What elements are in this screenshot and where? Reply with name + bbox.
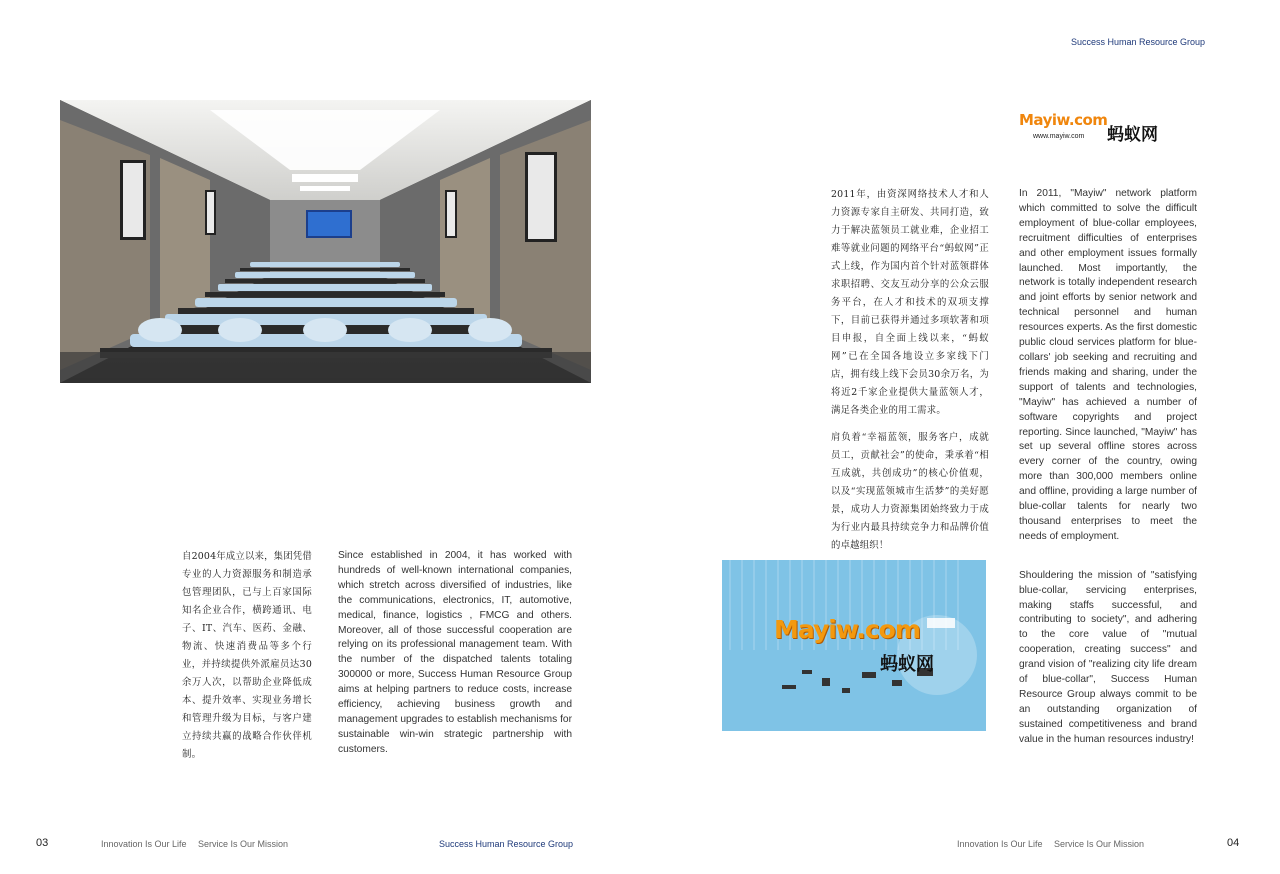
left-en-paragraph: Since established in 2004, it has worked with hundreds of well-known international companies, which stretch across diversified of industries, like the communications, electronics, IT, automotive, medical, finance, logistics , FMCG and others. Moreover, all of those successful cooperation are relying on its professional management team. With the number of the dispatched talents totaling 300000 or more, Success Human Resource Group aims at helping partners to reduce costs, increase efficiency, achieving business growth and management upgrades to establish mechanisms for sustainable win-win strategic partnership with customers. [338,550,572,755]
mayiw-poster [722,560,986,731]
footer-brand: Success Human Resource Group [439,839,574,849]
right-zh-paragraph-1: 2011年，由资深网络技术人才和人力资源专家自主研发、共同打造，致力于解决蓝领员工就业难，企业招工难等就业问题的网络平台“蚂蚁网”正式上线，作为国内首个针对蓝领群体求职招聘、交友互动分享的公众云服务平台，在人才和技术的双项支撑下，目前已获得并通过多项软著和项目申报，自全面上线以来，“蚂蚁网”已在全国各地设立多家线下门店，拥有线上线下会员30余万名，为将近2千家企业提供大量蓝领人才，满足各类企业的用工需求。 [831,189,989,416]
conference-room-photo [60,100,591,383]
right-zh-column [831,186,989,555]
page-number-left: 03 [36,837,49,849]
right-en-column [1019,187,1197,748]
page-number-right: 04 [1227,837,1240,849]
right-en-paragraph-2: Shouldering the mission of "satisfying blue-collar, servicing enterprises, making staffs successful, and contributing to society", and adhering to the core value of "mutual cooperation, creating success" and grand vision of "realizing city life dream of blue-collar", Success Human Resource Group always commit to be an outstanding organization of sustained competitiveness and brand value in the human resources industry! [1019,569,1197,745]
footer-slogan-left: Innovation Is Our Life [101,839,187,849]
right-zh-paragraph-2: 肩负着“幸福蓝领，服务客户，成就员工，贡献社会”的使命，秉承着“相互成就，共创成功”的核心价值观，以及“实现蓝领城市生活梦”的美好愿景，成功人力资源集团始终致力于成为行业内最具持续竞争力和品牌价值的卓越组织！ [831,432,989,551]
left-zh-paragraph: 自2004年成立以来，集团凭借专业的人力资源服务和制造承包管理团队，已与上百家国际知名企业合作，横跨通讯、电子、IT、汽车、医药、金融、物流、快速消费品等多个行业，并持续提供外派雇员达30余万人次，以帮助企业降低成本、提升效率、实现业务增长和管理升级为目标，与客户建立持续共赢的战略合作伙伴机制。 [182,551,312,760]
left-zh-column [182,548,312,764]
footer-slogan-right: Innovation Is Our Life [957,839,1043,849]
poster-chinese-name: 蚂蚁网 [880,654,934,674]
header-brand: Success Human Resource Group [1071,37,1206,47]
logo-chinese-name: 蚂蚁网 [1107,125,1158,144]
left-en-column [338,549,572,758]
mayiw-logo [1019,108,1159,144]
poster-wordmark: Mayiw.com [774,615,920,644]
right-en-paragraph-1: In 2011, "Mayiw" network platform which committed to solve the difficult employment of blue-collar employees, recruitment difficulties of enterprises and other employment issues formally launched. Most importantly, the network is totally independent research and joint efforts by senior network and technical personnel and human resources experts. As the first domestic public cloud services platform for blue-collars' job seeking and recruiting and friends making and sharing, under the support of talents and technologies, "Mayiw" has achieved a number of software copyrights and project reporting. Since launched, "Mayiw" has set up several offline stores across every corner of the country, owing more than 300,000 members online and offline, providing a large number of blue-collar talents for nearly two thousand enterprises to meet the needs of employment. [1019,188,1197,542]
footer-mission-right: Service Is Our Mission [1054,839,1145,849]
footer-mission-left: Service Is Our Mission [198,839,289,849]
logo-wordmark: Mayiw.com [1019,111,1108,129]
logo-url: www.mayiw.com [1033,133,1085,140]
